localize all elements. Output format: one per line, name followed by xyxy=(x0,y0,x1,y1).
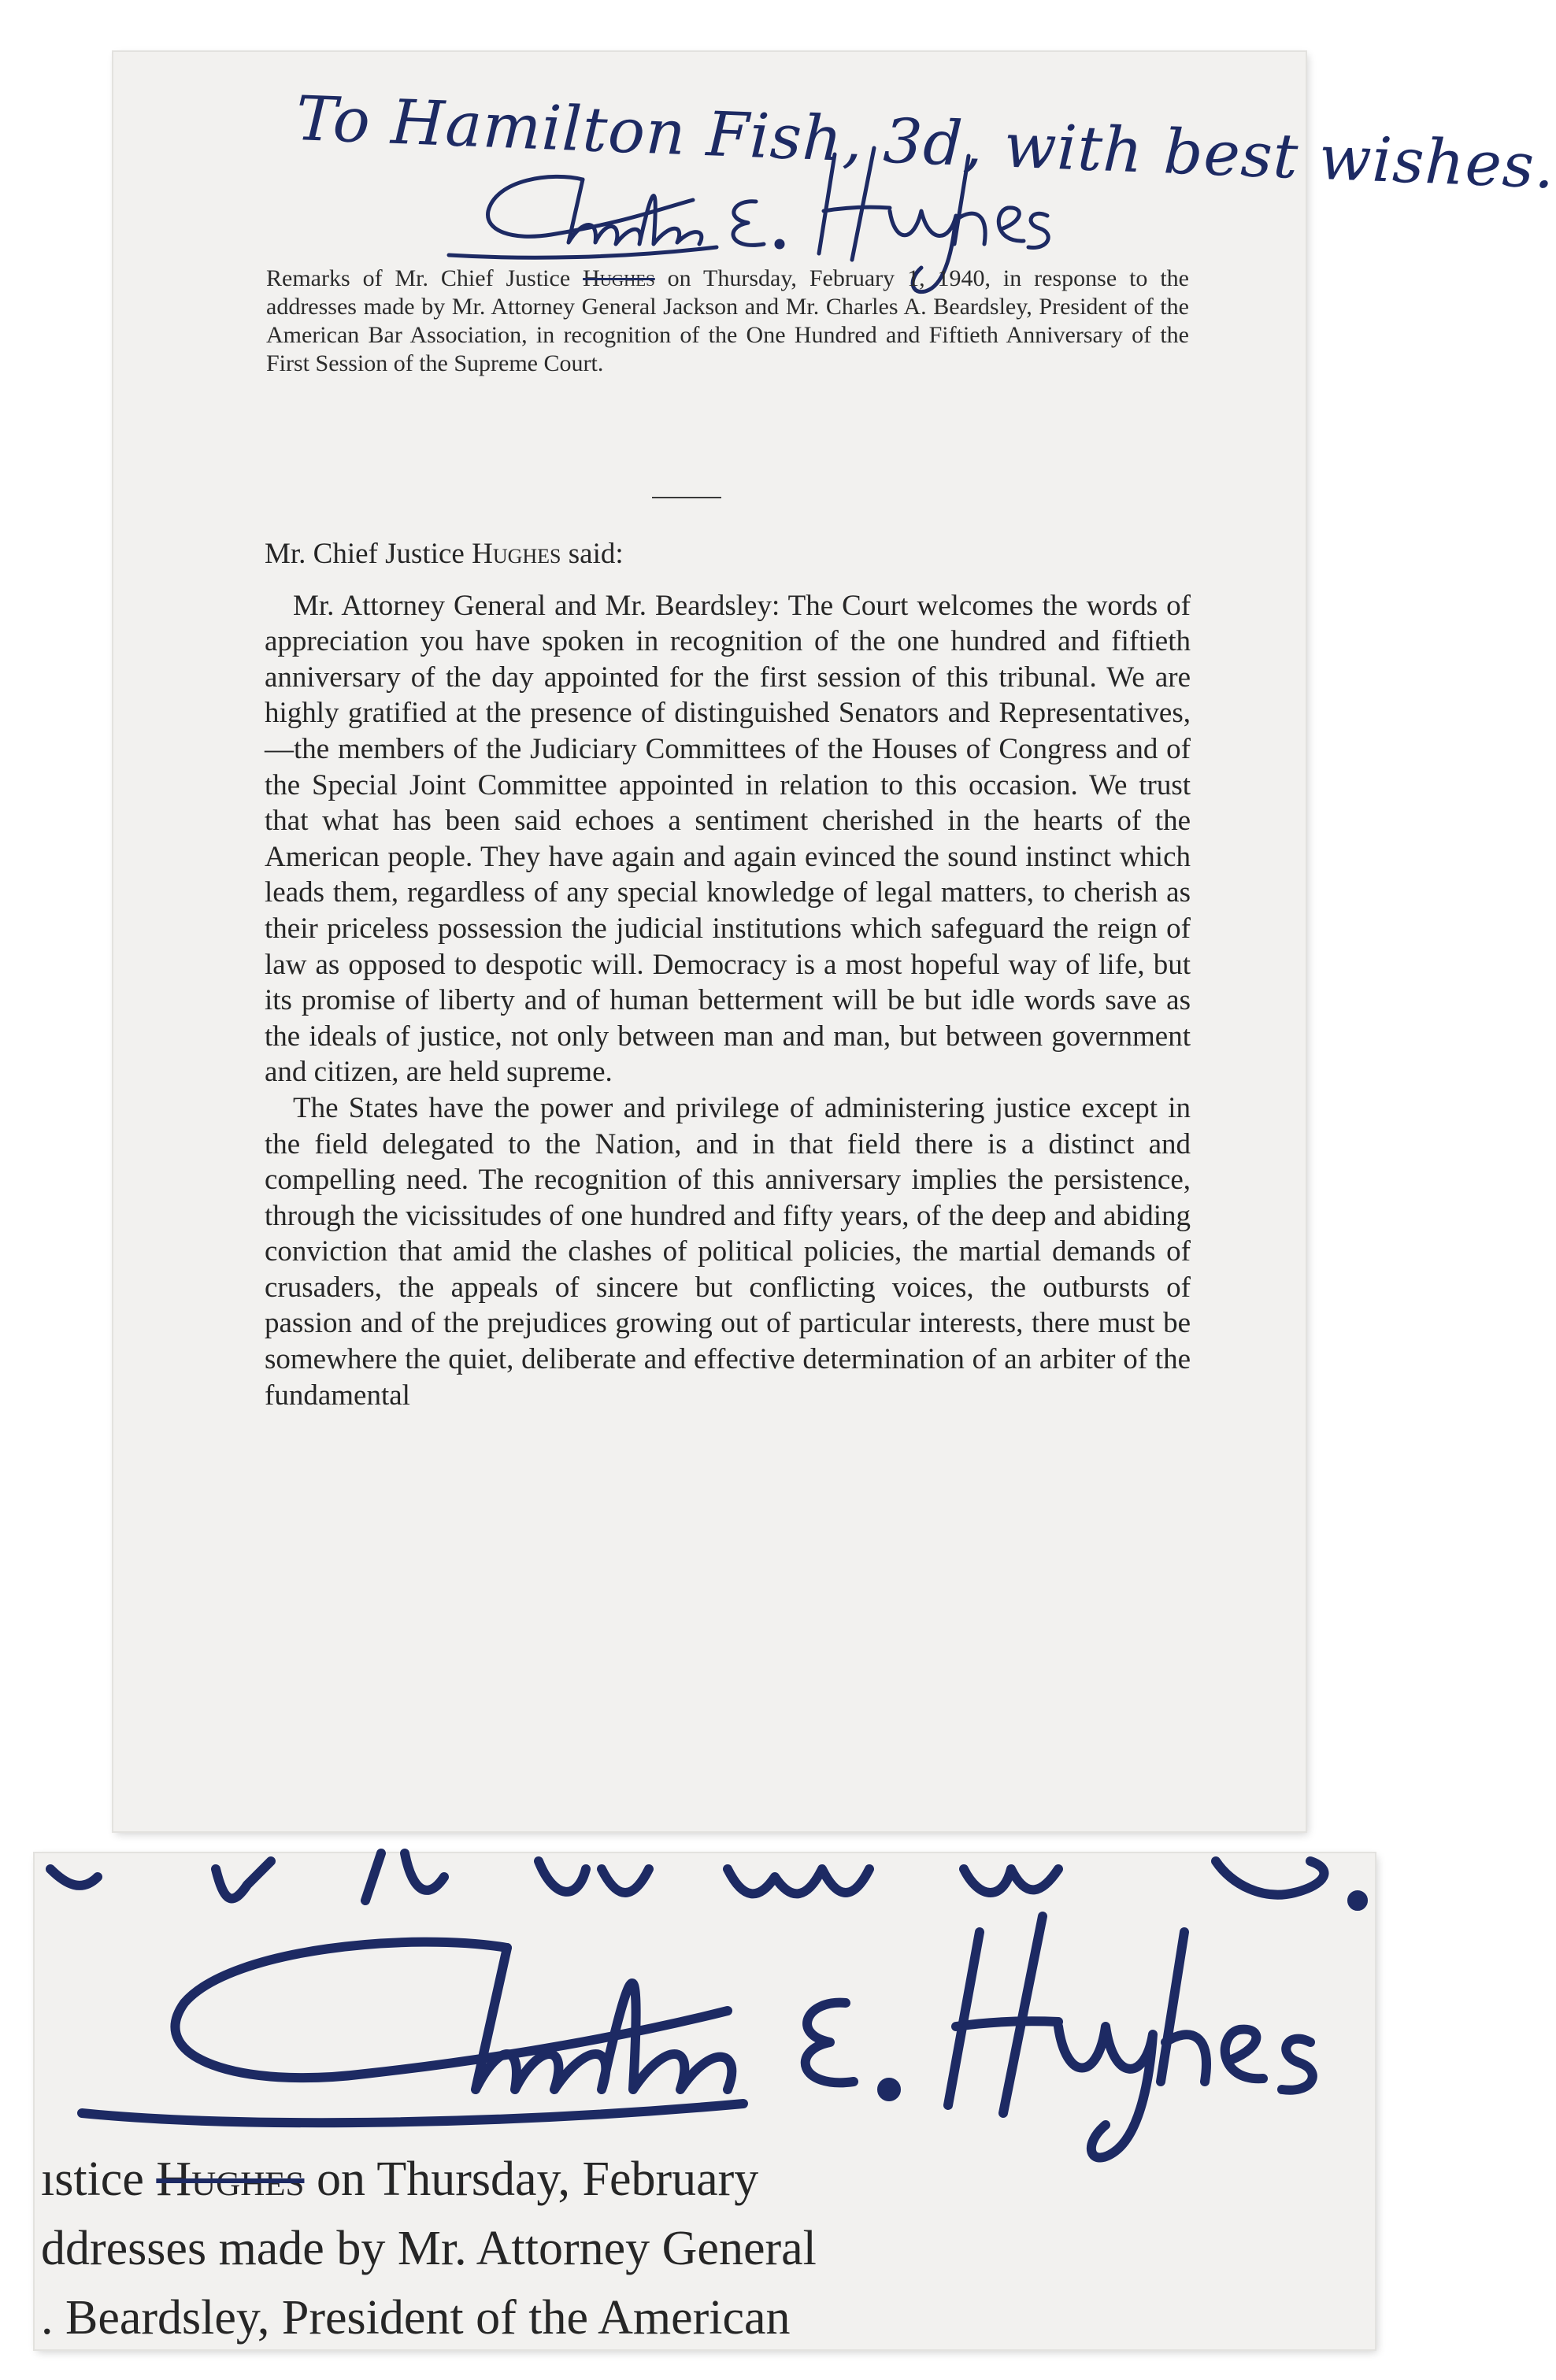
detail-line-1: ıstice Hughes on Thursday, February xyxy=(41,2152,759,2206)
divider-rule xyxy=(652,497,721,498)
speech-intro: Mr. Chief Justice Hughes said: xyxy=(265,538,624,570)
caption-text-start: Remarks of Mr. Chief Justice xyxy=(266,265,584,291)
detail-line-2: ddresses made by Mr. Attorney General xyxy=(41,2222,817,2275)
speech-text xyxy=(265,536,1191,1413)
detail-photo xyxy=(35,1853,1375,2349)
caption-name: Hughes xyxy=(583,265,655,291)
detail-printed-text xyxy=(41,2145,817,2352)
caption-text-end: on Thursday, February 1, 1940, in response to the addresses made by Mr. Attorney General Jackson and Mr. Charles A. Beardsley, President of the American Bar Association, in recognition of the One Hundred and Fiftieth Anniversary of the First Session of the Supreme Court. xyxy=(266,265,1189,376)
inscription-text: To Hamilton Fish, 3d, with best wishes. xyxy=(295,83,1556,203)
document-photo xyxy=(113,52,1556,1831)
caption xyxy=(266,265,1189,378)
speaker-name: Hughes xyxy=(472,538,561,570)
detail-name: Hughes xyxy=(156,2152,305,2206)
handwritten-inscription xyxy=(213,61,1556,298)
speech-paragraph-1: Mr. Attorney General and Mr. Beardsley: The Court welcomes the words of appreciation you have spoken in recognition of the one hundred and fiftieth anniversary of the day appointed for the first session of this tribunal. We are highly gratified at the presence of distinguished Senators and Representatives,—the members of the Judiciary Committees of the Houses of Congress and of the Special Joint Committee appointed in relation to this occasion. We trust that what has been said echoes a sentiment cherished in the hearts of the American people. They have again and again evinced the sound instinct which leads them, regardless of any special knowledge of legal matters, to cherish as their priceless possession the judicial institutions which safeguard the reign of law as opposed to despotic will. Democracy is a most hopeful way of life, but its promise of liberty and of human betterment will be but idle words save as the ideals of justice, not only between man and man, but between government and citizen, are held supreme. xyxy=(265,589,1191,1089)
detail-line-3: . Beardsley, President of the American xyxy=(41,2291,791,2345)
speech-paragraph-2: The States have the power and privilege of administering justice except in the field delegated to the Nation, and in that field there is a distinct and compelling need. The recognition of this anniversary implies the persistence, through the vicissitudes of one hundred and fifty years, of the deep and abiding conviction that amid the clashes of political policies, the martial demands of crusaders, the appeals of sincere but conflicting voices, the outbursts of passion and of the prejudices growing out of particular interests, there must be somewhere the quiet, deliberate and effective determination of an arbiter of the fundamental xyxy=(265,1091,1191,1412)
